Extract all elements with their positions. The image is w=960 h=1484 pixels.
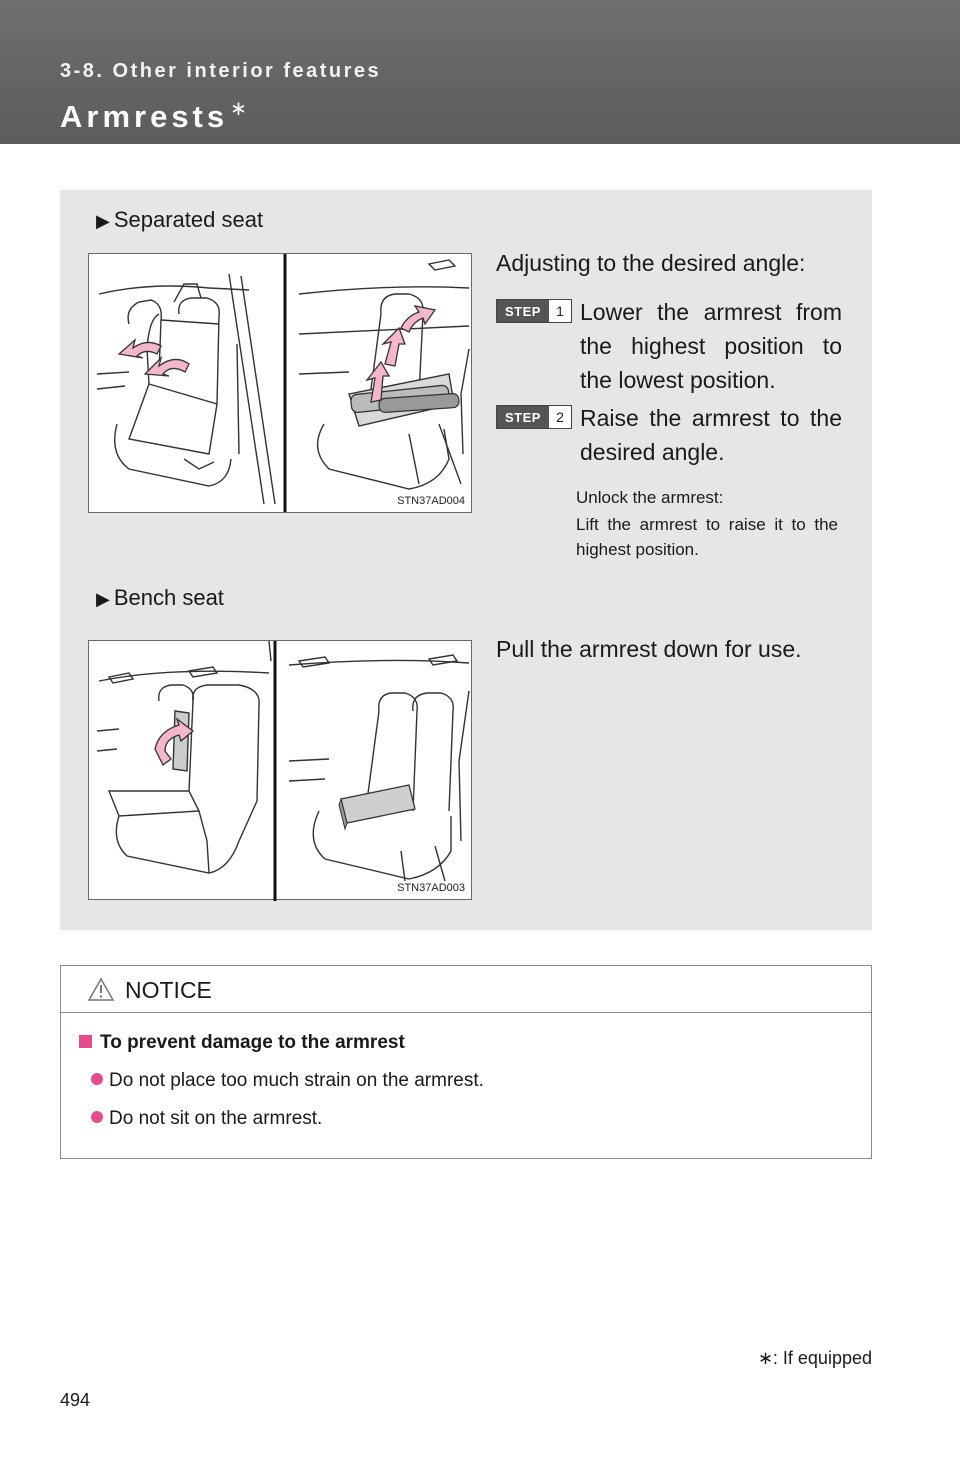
bench-seat-drawing — [89, 641, 471, 901]
notice-item-text: Do not place too much strain on the armrest. — [109, 1070, 484, 1091]
square-bullet-icon — [79, 1035, 92, 1048]
step-2-badge-number: 2 — [549, 406, 571, 428]
separated-seat-drawing — [89, 254, 471, 512]
circle-bullet-icon — [91, 1073, 103, 1085]
notice-header — [61, 966, 871, 1013]
unlock-title: Unlock the armrest: — [576, 488, 724, 507]
bench-instruction: Pull the armrest down for use. — [496, 636, 802, 662]
page-title — [60, 96, 251, 135]
page-header — [0, 0, 960, 144]
content-panel — [60, 190, 872, 930]
footnote — [758, 1348, 872, 1369]
separated-seat-heading — [96, 207, 263, 233]
step-1-badge-label: STEP — [497, 300, 549, 322]
notice-box — [60, 965, 872, 1159]
page-title-text: Armrests — [60, 99, 229, 134]
step-1-text: Lower the armrest from the highest position to the lowest position. — [580, 299, 842, 393]
triangle-bullet-icon: ▶ — [96, 211, 110, 231]
image-code: STN37AD003 — [397, 882, 465, 894]
step-1-badge-number: 1 — [549, 300, 571, 322]
bench-seat-illustration — [88, 640, 472, 900]
notice-item — [91, 1108, 322, 1130]
adjust-intro: Adjusting to the desired angle: — [496, 250, 806, 276]
footnote-text: : If equipped — [772, 1348, 872, 1368]
notice-item-text: Do not sit on the armrest. — [109, 1108, 323, 1129]
triangle-bullet-icon: ▶ — [96, 589, 110, 609]
separated-seat-illustration — [88, 253, 472, 513]
notice-label: NOTICE — [125, 977, 212, 1003]
notice-subheading-text: To prevent damage to the armrest — [100, 1032, 405, 1053]
page-number: 494 — [60, 1390, 91, 1410]
step-2 — [496, 401, 842, 469]
warning-triangle-icon — [87, 977, 115, 1002]
step-2-badge — [496, 405, 572, 429]
step-2-badge-label: STEP — [497, 406, 549, 428]
step-1-badge — [496, 299, 572, 323]
circle-bullet-icon — [91, 1111, 103, 1123]
separated-seat-label: Separated seat — [113, 207, 264, 232]
step-2-text: Raise the armrest to the desired angle. — [580, 405, 842, 465]
bench-seat-heading — [96, 585, 224, 611]
image-code: STN37AD004 — [397, 495, 465, 507]
step-1 — [496, 295, 842, 397]
bench-seat-label: Bench seat — [113, 585, 224, 610]
notice-subheading — [79, 1032, 405, 1054]
unlock-text: Lift the armrest to raise it to the highest position. — [576, 515, 838, 559]
notice-item — [91, 1070, 484, 1092]
footnote-mark: ∗ — [757, 1348, 773, 1368]
if-equipped-mark: ∗ — [230, 98, 251, 120]
section-title: 3-8. Other interior features — [60, 60, 382, 82]
